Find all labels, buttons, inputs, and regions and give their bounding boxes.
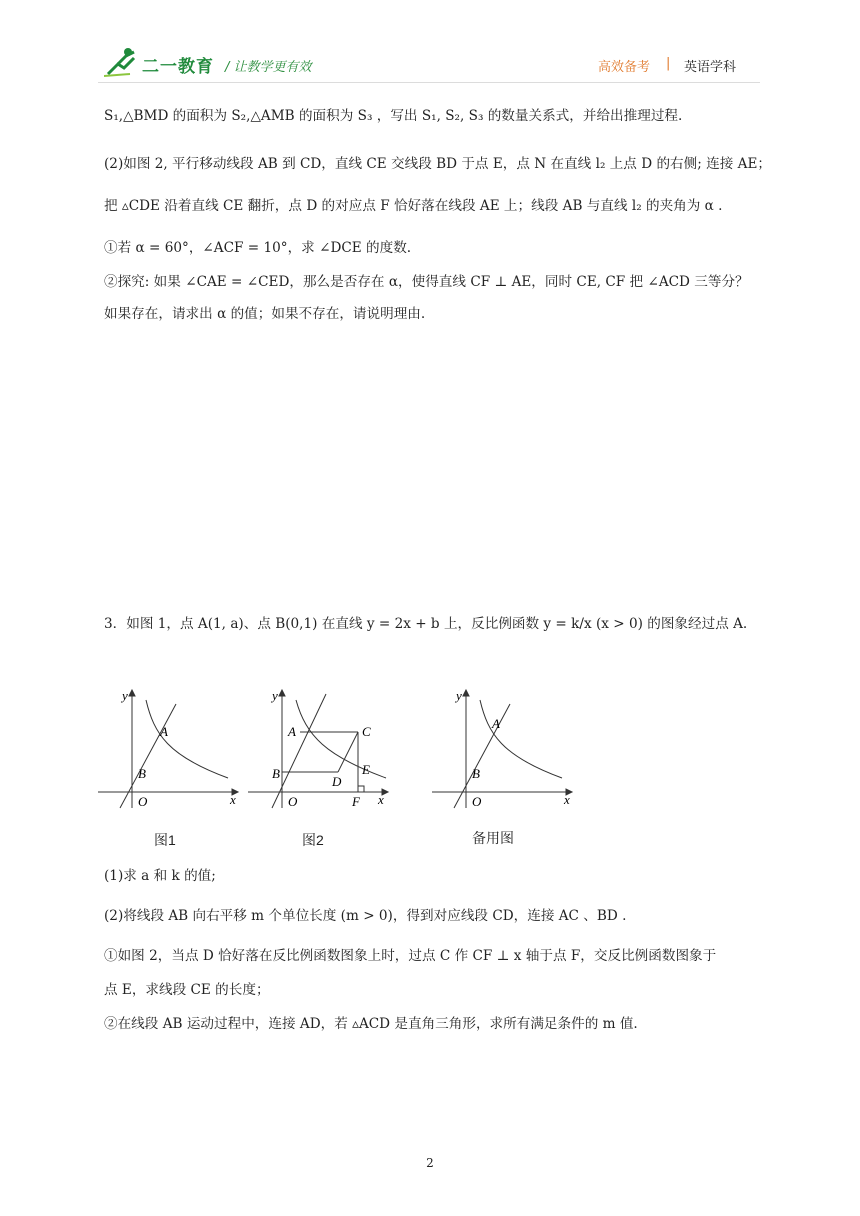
q2-line-5: ②探究: 如果 ∠CAE = ∠CED，那么是否存在 α，使得直线 CF ⊥ AE，同时 CE, CF 把 ∠ACD 三等分？ bbox=[104, 274, 749, 290]
label-d: D bbox=[332, 774, 342, 789]
label-x: x bbox=[378, 792, 384, 807]
figure-backup-caption: 备用图 bbox=[472, 830, 514, 846]
label-o: O bbox=[288, 794, 298, 809]
slogan: / 让教学更有效 bbox=[225, 60, 312, 75]
header-separator: | bbox=[666, 56, 671, 71]
label-x: x bbox=[230, 792, 236, 807]
logo bbox=[104, 44, 232, 84]
header-divider bbox=[98, 82, 760, 83]
label-a: A bbox=[288, 724, 296, 739]
label-x: x bbox=[564, 792, 570, 807]
segment-cd bbox=[338, 732, 358, 772]
figure-1 bbox=[96, 686, 246, 810]
q2-line-6: 如果存在，请求出 α 的值；如果不存在，请说明理由. bbox=[104, 306, 426, 322]
y-axis-arrow bbox=[279, 690, 285, 696]
label-c: C bbox=[362, 724, 371, 739]
header-tag-left: 高效备考 bbox=[598, 60, 651, 75]
figure-2 bbox=[246, 686, 396, 810]
header-tag-right: 英语学科 bbox=[684, 60, 737, 75]
q2-line-2: (2)如图 2, 平行移动线段 AB 到 CD，直线 CE 交线段 BD 于点 E，点 N 在直线 l₂ 上点 D 的右侧; 连接 AE； bbox=[104, 156, 771, 172]
hyperbola-curve bbox=[480, 700, 562, 778]
label-e: E bbox=[362, 762, 370, 777]
figure-backup bbox=[430, 686, 580, 810]
figure-2-caption: 图2 bbox=[302, 832, 324, 848]
brand-name: 二一教育 bbox=[142, 57, 214, 77]
q2-line-4: ①若 α = 60°，∠ACF = 10°，求 ∠DCE 的度数. bbox=[104, 240, 412, 256]
label-a: A bbox=[160, 724, 168, 739]
q2-line-3: 把 ▵CDE 沿着直线 CE 翻折，点 D 的对应点 F 恰好落在线段 AE 上；线段 AB 与直线 l₂ 的夹角为 α . bbox=[104, 198, 723, 214]
figure-1-caption: 图1 bbox=[154, 832, 176, 848]
q3-part-4: ②在线段 AB 运动过程中，连接 AD，若 ▵ACD 是直角三角形，求所有满足条件的 m 值. bbox=[104, 1016, 638, 1032]
line-ab bbox=[272, 694, 326, 808]
hyperbola-curve bbox=[146, 700, 228, 778]
label-f: F bbox=[352, 794, 360, 809]
y-axis-arrow bbox=[129, 690, 135, 696]
q3-stem: 3．如图 1，点 A(1, a)、点 B(0,1) 在直线 y = 2x + b 上，反比例函数 y = k/x (x > 0) 的图象经过点 A. bbox=[104, 616, 748, 632]
q3-part-1: (1)求 a 和 k 的值; bbox=[104, 868, 216, 884]
label-b: B bbox=[472, 766, 480, 781]
label-o: O bbox=[138, 794, 148, 809]
q3-part-2: (2)将线段 AB 向右平移 m 个单位长度 (m > 0)，得到对应线段 CD，连接 AC 、BD . bbox=[104, 908, 627, 924]
label-b: B bbox=[138, 766, 146, 781]
q2-line-1: S₁,△BMD 的面积为 S₂,△AMB 的面积为 S₃ ，写出 S₁, S₂, S₃ 的数量关系式，并给出推理过程. bbox=[104, 108, 683, 124]
y-axis-arrow bbox=[463, 690, 469, 696]
q3-part-3-line-2: 点 E，求线段 CE 的长度； bbox=[104, 982, 270, 998]
label-y: y bbox=[122, 688, 128, 703]
label-a: A bbox=[492, 716, 500, 731]
right-angle-mark bbox=[358, 786, 364, 792]
label-b: B bbox=[272, 766, 280, 781]
label-y: y bbox=[456, 688, 462, 703]
label-y: y bbox=[272, 688, 278, 703]
label-o: O bbox=[472, 794, 482, 809]
q3-part-3-line-1: ①如图 2，当点 D 恰好落在反比例函数图象上时，过点 C 作 CF ⊥ x 轴于点 F，交反比例函数图象于 bbox=[104, 948, 717, 964]
page-number: 2 bbox=[426, 1156, 434, 1170]
runner-logo-icon bbox=[104, 44, 144, 80]
